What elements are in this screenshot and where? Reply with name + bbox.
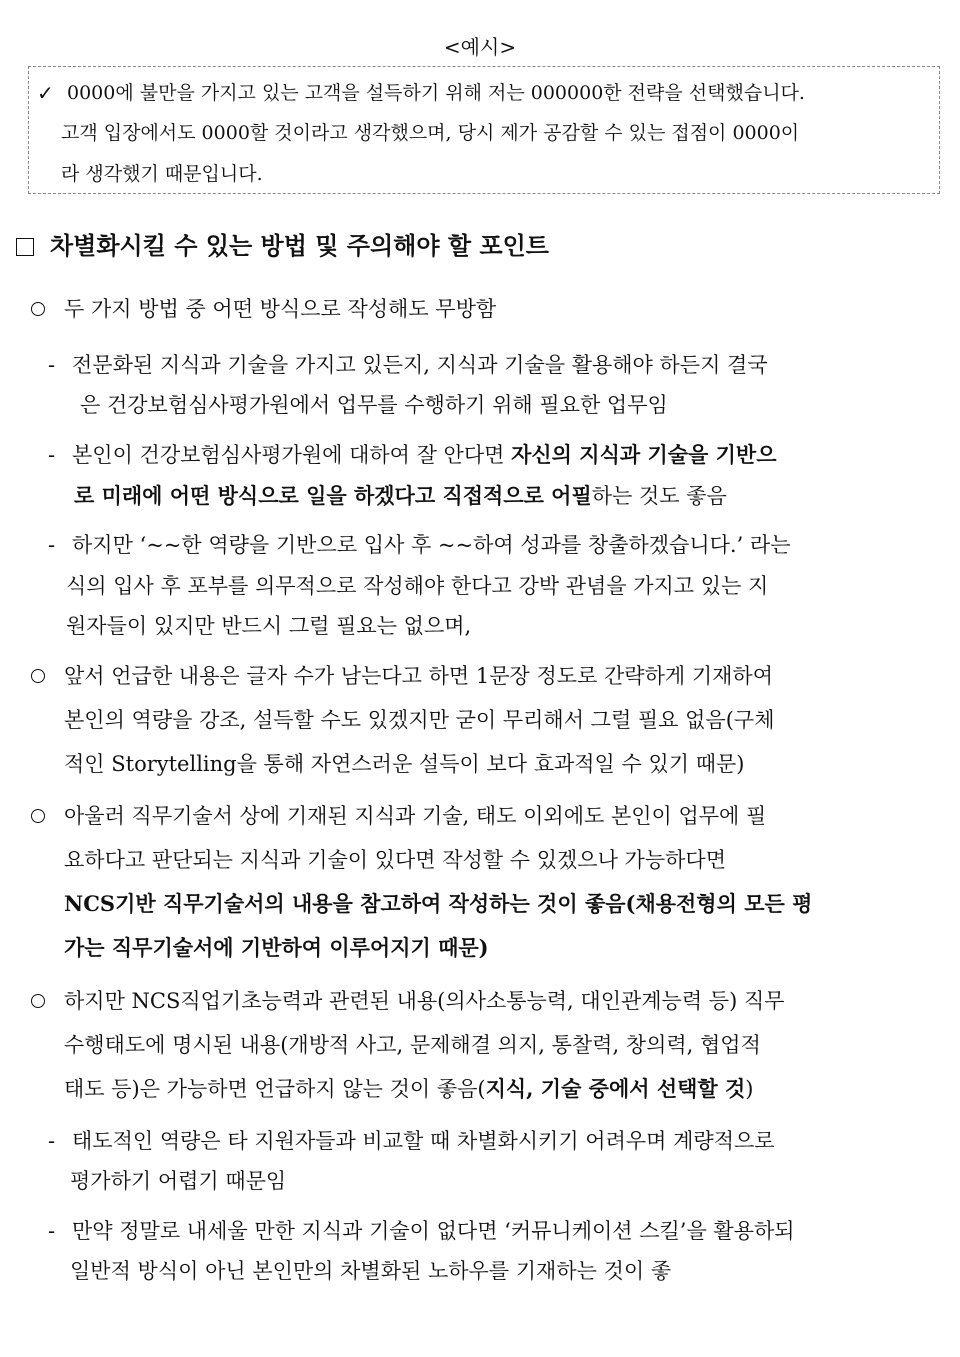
- p1-d1-line-1: 전문화된 지식과 기술을 가지고 있든지, 지식과 기술을 활용해야 하든지 결국: [72, 353, 768, 377]
- circle-bullet-icon: [31, 669, 45, 683]
- circle-bullet-icon: [31, 994, 45, 1008]
- p1-d2-line-1: 본인이 건강보험심사평가원에 대하여 잘 안다면 자신의 지식과 기술을 기반으: [72, 442, 777, 467]
- p4-line-1: 하지만 NCS직업기초능력과 관련된 내용(의사소통능력, 대인관계능력 등) 직무: [64, 989, 785, 1013]
- p4-d2-line-1: 만약 정말로 내세울 만한 지식과 기술이 없다면 ‘커뮤니케이션 스킬’을 활용하되: [72, 1219, 795, 1243]
- p4-d1-line-1: 태도적인 역량은 타 지원자들과 비교할 때 차별화시키기 어려우며 계량적으로: [72, 1129, 775, 1153]
- dash-bullet: -: [48, 1219, 56, 1243]
- p2-line-3: 적인 Storytelling을 통해 자연스러운 설득이 보다 효과적일 수 있기 때문): [64, 752, 745, 776]
- p3-line-1: 아울러 직무기술서 상에 기재된 지식과 기술, 태도 이외에도 본인이 업무에 필: [64, 804, 767, 828]
- example-line-1: 0000에 불만을 가지고 있는 고객을 설득하기 위해 저는 000000한 전략을 선택했습니다.: [67, 82, 805, 104]
- dash-bullet: -: [48, 353, 56, 377]
- section-title: 차별화시킬 수 있는 방법 및 주의해야 할 포인트: [50, 232, 549, 260]
- example-line-3: 라 생각했기 때문입니다.: [61, 163, 263, 185]
- dash-bullet: -: [48, 443, 56, 467]
- example-line-2: 고객 입장에서도 0000할 것이라고 생각했으며, 당시 제가 공감할 수 있는 접점이 0000이: [61, 122, 800, 144]
- p3-line-2: 요하다고 판단되는 지식과 기술이 있다면 작성할 수 있겠으나 가능하다면: [64, 848, 726, 872]
- p3-line-4: 가는 직무기술서에 기반하여 이루어지기 때문): [64, 935, 489, 960]
- dash-bullet: -: [48, 1129, 56, 1153]
- p1-d2-line-2: 로 미래에 어떤 방식으로 일을 하겠다고 직접적으로 어필하는 것도 좋음: [74, 483, 727, 508]
- p3-line-3: NCS기반 직무기술서의 내용을 참고하여 작성하는 것이 좋음(채용전형의 모든 평: [64, 891, 813, 916]
- circle-bullet-icon: [31, 302, 45, 316]
- p1-d3-line-1: 하지만 ‘~~한 역량을 기반으로 입사 후 ~~하여 성과를 창출하겠습니다.’ 라는: [72, 533, 791, 557]
- section-heading: [16, 228, 549, 264]
- p4-line-3: 태도 등)은 가능하면 언급하지 않는 것이 좋음(지식, 기술 중에서 선택할 것): [64, 1076, 754, 1101]
- p1-line-1: 두 가지 방법 중 어떤 방식으로 작성해도 무방함: [64, 297, 497, 321]
- p1-d3-line-2: 식의 입사 후 포부를 의무적으로 작성해야 한다고 강박 관념을 가지고 있는 지: [66, 574, 769, 598]
- example-box: [28, 66, 940, 194]
- check-mark-icon: ✓: [37, 81, 54, 105]
- circle-bullet-icon: [31, 809, 45, 823]
- p2-line-2: 본인의 역량을 강조, 설득할 수도 있겠지만 굳이 무리해서 그럴 필요 없음(구체: [64, 708, 775, 732]
- p4-d1-line-2: 평가하기 어렵기 때문임: [70, 1169, 287, 1193]
- dash-bullet: -: [48, 533, 56, 557]
- square-bullet-icon: [16, 238, 34, 256]
- p1-d1-line-2: 은 건강보험심사평가원에서 업무를 수행하기 위해 필요한 업무임: [80, 393, 668, 417]
- p4-line-2: 수행태도에 명시된 내용(개방적 사고, 문제해결 의지, 통찰력, 창의력, 협업적: [64, 1033, 761, 1057]
- example-title: <예시>: [443, 35, 517, 59]
- p2-line-1: 앞서 언급한 내용은 글자 수가 남는다고 하면 1문장 정도로 간략하게 기재하여: [64, 664, 773, 688]
- p1-d3-line-3: 원자들이 있지만 반드시 그럴 필요는 없으며,: [66, 614, 472, 638]
- p4-d2-line-2: 일반적 방식이 아닌 본인만의 차별화된 노하우를 기재하는 것이 좋: [70, 1259, 672, 1283]
